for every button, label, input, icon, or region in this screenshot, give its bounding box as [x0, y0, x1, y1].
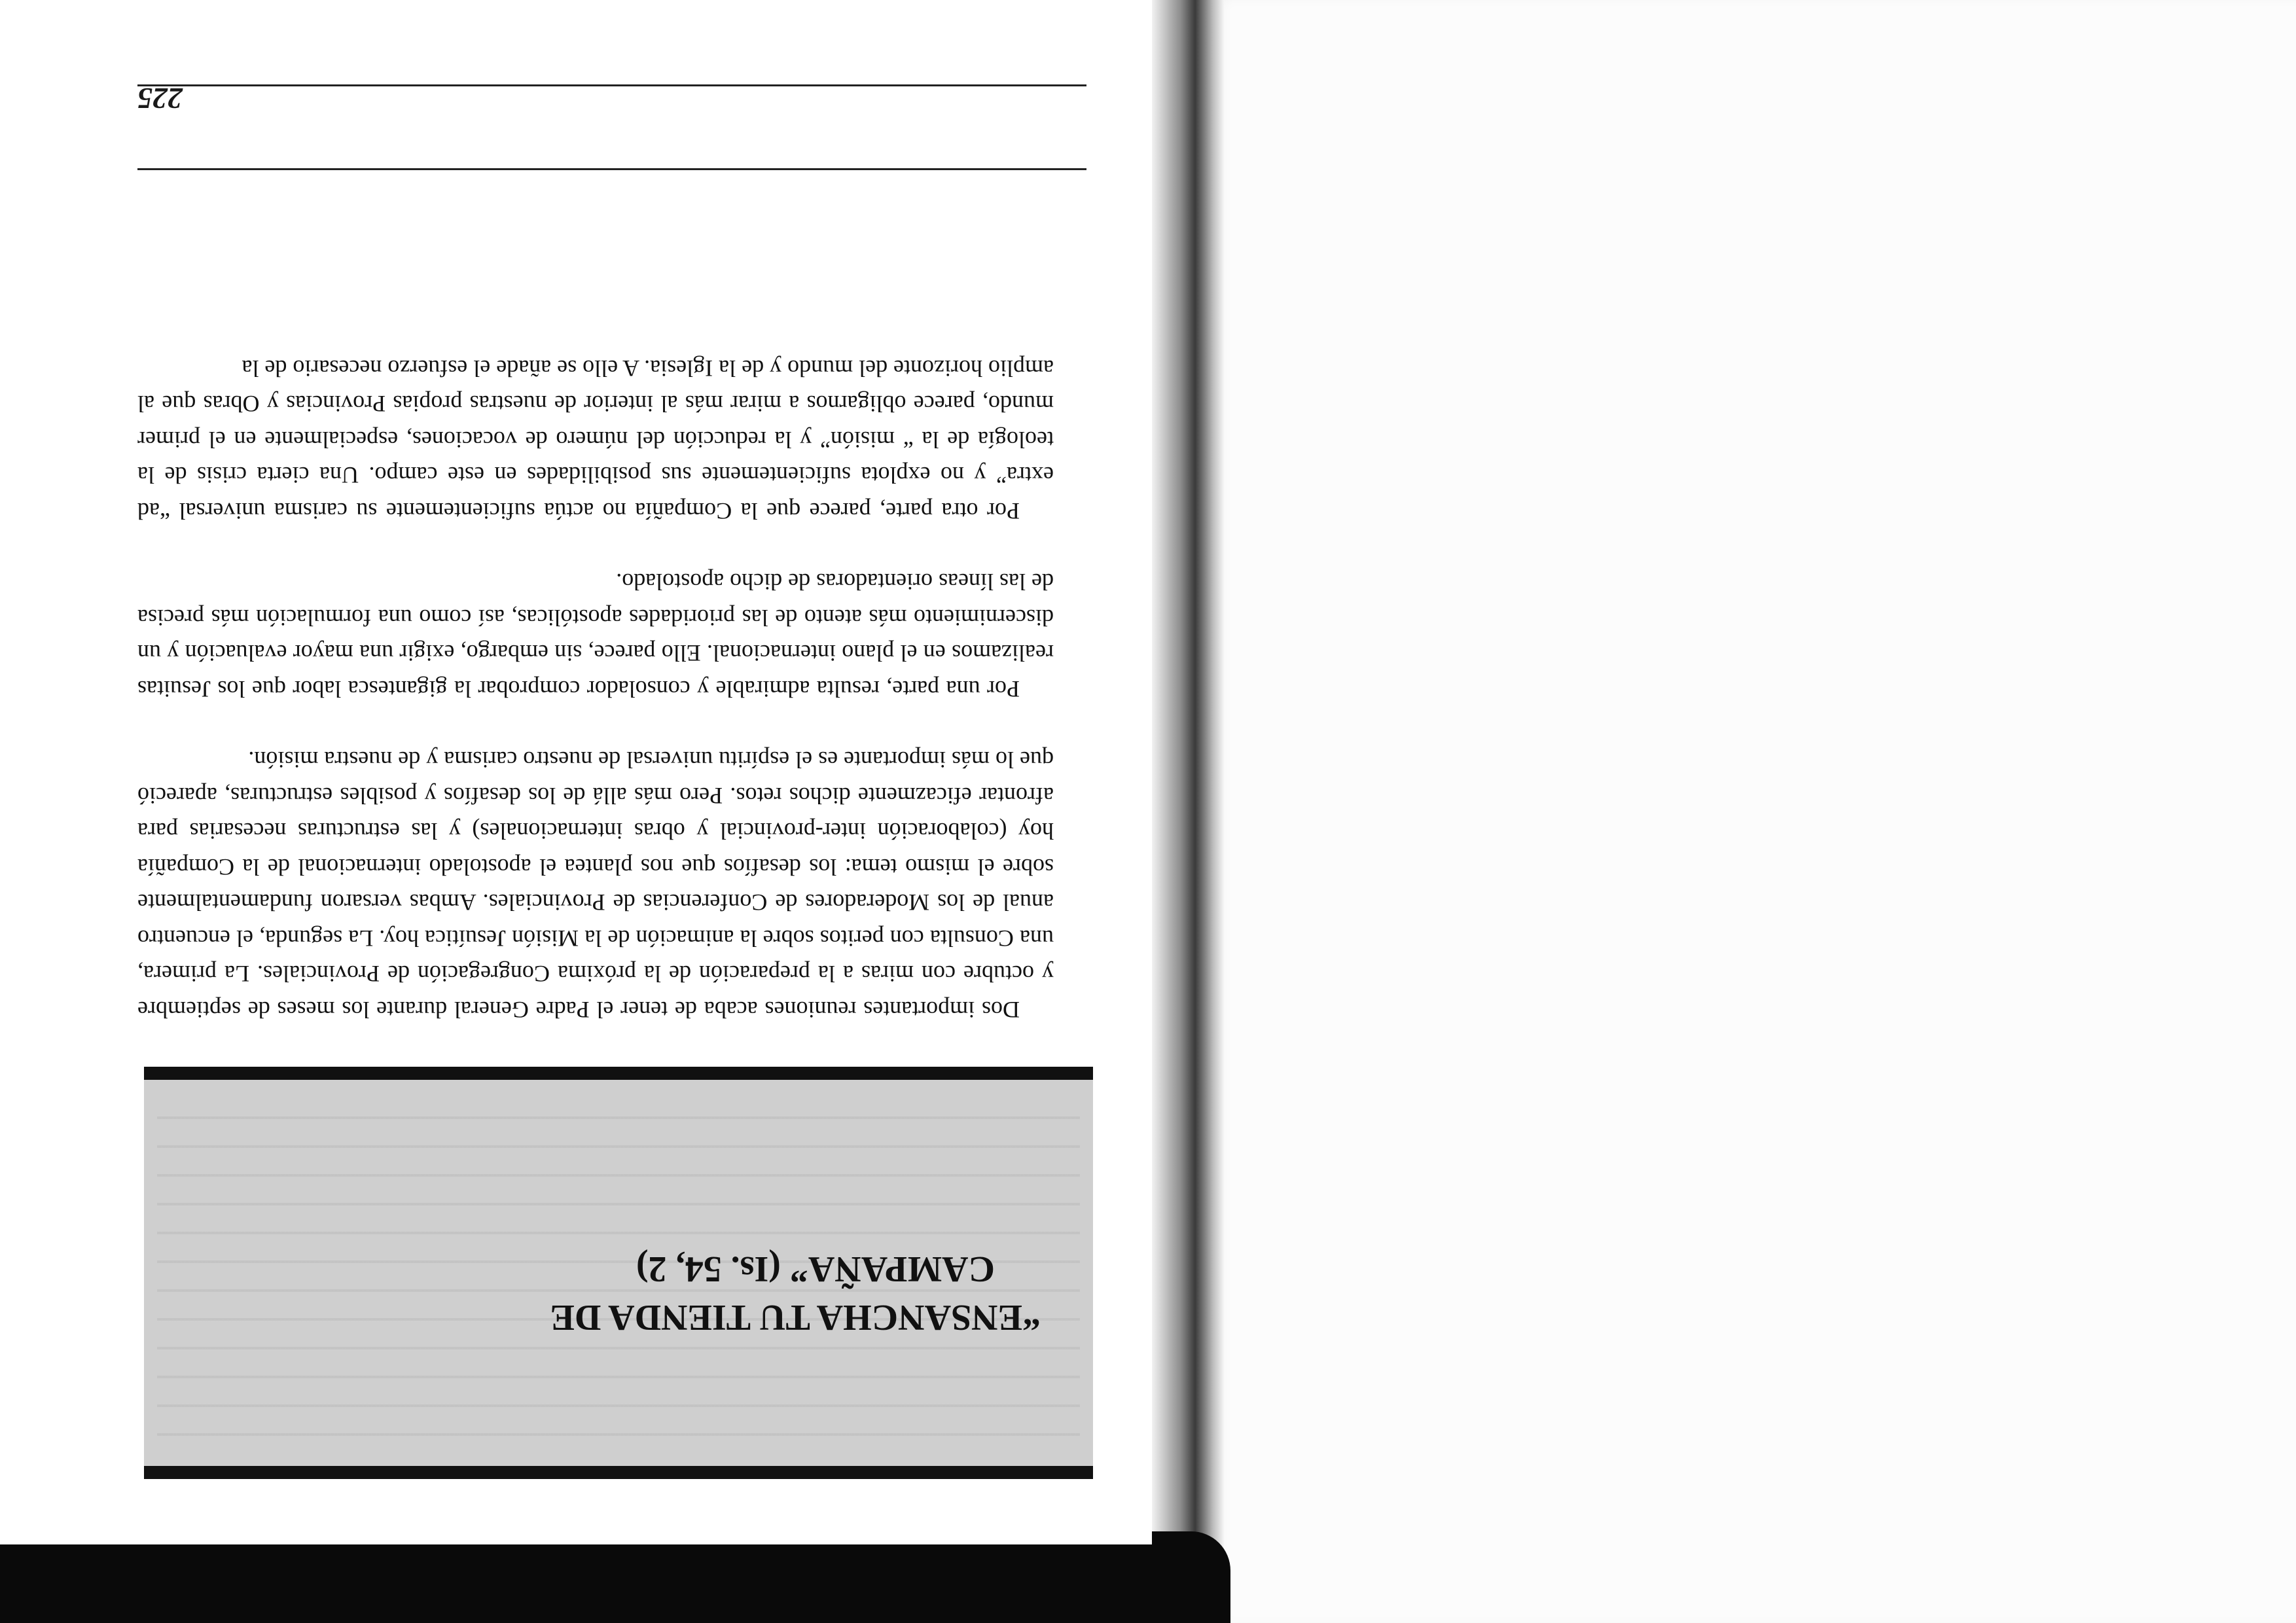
paragraph-2: Por una parte, resulta admirable y consolador comprobar la gigantesca labor que los Jesuitas realizamos en el plano internacional. Ello parece, sin embargo, exigir una mayor evaluación y un discernimiento más atento de las prioridades apostólicas, así como una formulación más precisa de las líneas orientadoras de dicho apostolado.: [137, 569, 1054, 702]
header-rule-upper: [137, 84, 1086, 86]
book-gutter: [1152, 0, 1224, 1623]
scanned-page: [0, 0, 1152, 1544]
scan-shadow-edge: [0, 1531, 1230, 1623]
paragraph-1: Dos importantes reuniones acaba de tener el Padre General durante los meses de septiembre y octubre con miras a la preparación de la próxima Congregación de Provinciales. La primera, una Consulta con peritos sobre la animación de la Misión Jesuítica hoy. La segunda, el encuentro anual de los Moderadores de Conferencias de Provinciales. Ambas versaron fundamentalmente sobre el mismo tema: los desafíos que nos plantea el apostolado internacional de la Compañía hoy (colaboración inter-provincial y obras internacionales) y las estructuras necesarias para afrontar eficazmente dichos retos. Pero más allá de los desafíos y posibles estructuras, apareció que lo más importante es el espíritu universal de nuestro carisma y de nuestra misión.: [137, 747, 1054, 1023]
page-title: [550, 1245, 1041, 1342]
paragraph-3: Por otra parte, parece que la Compañía no actúa suficientemente su carisma universal “ad extra” y no explota suficientemente sus posibilidades en este campo. Una cierta crisis de la teología de la “ misión” y la reducción del número de vocaciones, especialmente en el primer mundo, parece obligarnos a mirar más al interior de nuestras propias Provincias y Obras que al amplio horizonte del mundo y de la Iglesia. A ello se añade el esfuerzo necesario de la: [137, 355, 1054, 524]
title-box: [144, 1067, 1093, 1479]
blank-facing-page: [1198, 0, 2296, 1623]
body-text: [137, 315, 1054, 1028]
page-number: 225: [137, 82, 183, 115]
title-line-1: “ENSANCHA TU TIENDA DE: [550, 1297, 1041, 1338]
header-rule-lower: [137, 168, 1086, 170]
title-line-2: CAMPAÑA” (Is. 54, 2): [636, 1249, 995, 1289]
